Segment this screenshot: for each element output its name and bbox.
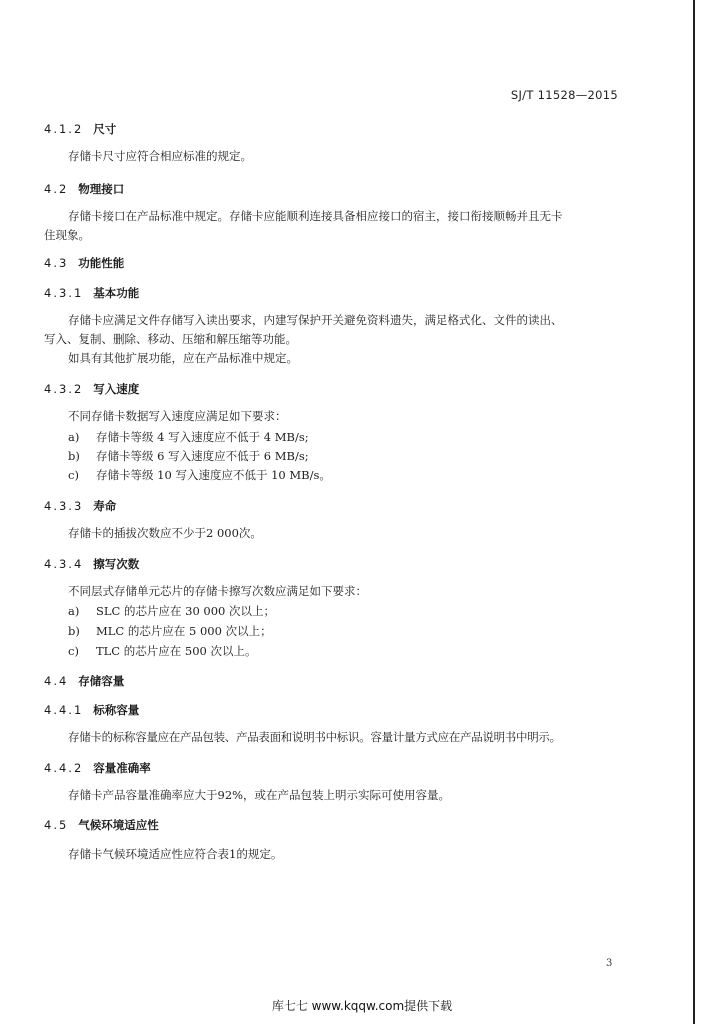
section-number: 4.3.1: [44, 286, 84, 300]
section-title: 寿命: [93, 499, 117, 513]
section-heading-4-3: [44, 255, 124, 271]
section-title: 功能性能: [78, 256, 125, 270]
section-number: 4.2: [44, 182, 69, 196]
list-marker: a): [68, 430, 80, 444]
paragraph-size: 存储卡尺寸应符合相应标准的规定。: [68, 149, 252, 163]
section-title: 基本功能: [93, 286, 140, 300]
section-heading-4-2: [44, 181, 124, 197]
section-number: 4.4.1: [44, 703, 84, 717]
paragraph-basic-line2: 写入、复制、删除、移动、压缩和解压缩等功能。: [44, 332, 297, 346]
section-title: 标称容量: [93, 703, 140, 717]
list-item-text: SLC 的芯片应在 30 000 次以上；: [96, 604, 276, 618]
page-edge-rule: [693, 0, 695, 1024]
paragraph-life: 存储卡的插拔次数应不少于2 000次。: [68, 526, 262, 540]
list-marker: c): [68, 468, 79, 482]
list-item: [68, 643, 257, 659]
section-number: 4.3.2: [44, 382, 84, 396]
section-heading-4-3-2: [44, 381, 139, 397]
section-number: 4.5: [44, 818, 69, 832]
paragraph-climate: 存储卡气候环境适应性应符合表1的规定。: [68, 847, 283, 861]
section-title: 擦写次数: [93, 557, 140, 571]
list-item-text: TLC 的芯片应在 500 次以上。: [96, 644, 257, 658]
list-marker: a): [68, 604, 80, 618]
section-title: 存储容量: [78, 674, 125, 688]
paragraph-nominal: 存储卡的标称容量应在产品包装、产品表面和说明书中标识。容量计量方式应在产品说明书中明示。: [68, 730, 561, 744]
section-number: 4.1.2: [44, 122, 84, 136]
section-title: 气候环境适应性: [78, 818, 159, 832]
section-heading-4-3-3: [44, 498, 116, 514]
paragraph-write-intro: 不同存储卡数据写入速度应满足如下要求：: [68, 409, 287, 423]
section-title: 尺寸: [93, 122, 117, 136]
list-item-text: 存储卡等级 4 写入速度应不低于 4 MB/s;: [96, 430, 309, 444]
list-marker: b): [68, 624, 80, 638]
list-item-text: MLC 的芯片应在 5 000 次以上；: [96, 624, 272, 638]
list-marker: c): [68, 644, 79, 658]
section-number: 4.3: [44, 256, 69, 270]
section-heading-4-3-4: [44, 556, 139, 572]
list-item: [68, 603, 275, 619]
paragraph-basic-line1: 存储卡应满足文件存储写入读出要求，内建写保护开关避免资料遗失，满足格式化、文件的读出、: [68, 313, 563, 327]
section-number: 4.3.3: [44, 499, 84, 513]
paragraph-erase-intro: 不同层式存储单元芯片的存储卡擦写次数应满足如下要求：: [68, 584, 367, 598]
paragraph-interface-line1: 存储卡接口在产品标准中规定。存储卡应能顺利连接具备相应接口的宿主，接口衔接顺畅并且无卡: [68, 209, 563, 223]
section-heading-4-1-2: [44, 121, 116, 137]
list-item-text: 存储卡等级 6 写入速度应不低于 6 MB/s;: [96, 449, 309, 463]
section-title: 容量准确率: [93, 761, 151, 775]
section-number: 4.3.4: [44, 557, 84, 571]
section-heading-4-4-1: [44, 702, 139, 718]
paragraph-accuracy: 存储卡产品容量准确率应大于92%，或在产品包装上明示实际可使用容量。: [68, 788, 451, 802]
download-footer: 库七七 www.kqqw.com提供下载: [271, 999, 453, 1013]
section-heading-4-3-1: [44, 285, 139, 301]
paragraph-interface-line2: 住现象。: [44, 228, 90, 242]
list-item: [68, 467, 331, 483]
list-item: [68, 623, 272, 639]
list-item: [68, 429, 309, 445]
section-number: 4.4: [44, 674, 69, 688]
page-number: 3: [606, 958, 613, 969]
list-marker: b): [68, 449, 80, 463]
list-item-text: 存储卡等级 10 写入速度应不低于 10 MB/s。: [96, 468, 331, 482]
section-title: 物理接口: [78, 182, 125, 196]
paragraph-basic-line3: 如具有其他扩展功能，应在产品标准中规定。: [68, 351, 298, 365]
section-number: 4.4.2: [44, 761, 84, 775]
section-heading-4-4: [44, 673, 124, 689]
standard-code: SJ/T 11528—2015: [510, 88, 618, 102]
section-title: 写入速度: [93, 382, 140, 396]
list-item: [68, 448, 309, 464]
section-heading-4-4-2: [44, 760, 151, 776]
section-heading-4-5: [44, 817, 159, 833]
